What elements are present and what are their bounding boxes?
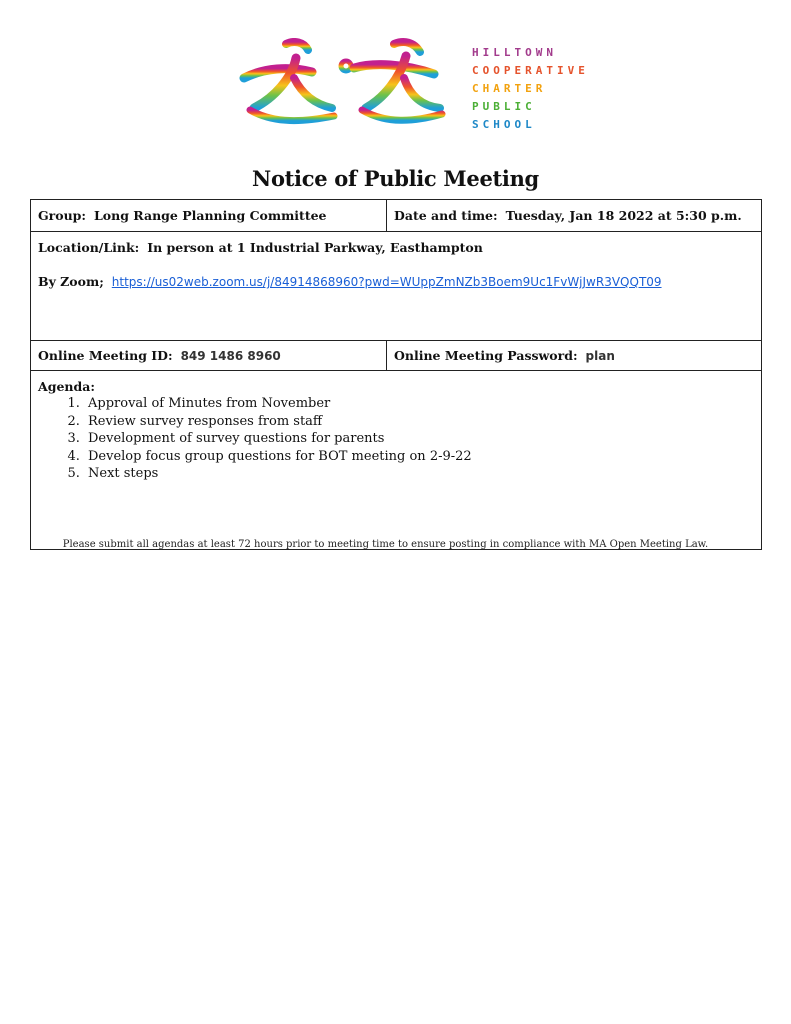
password-value: plan [585, 349, 615, 363]
password-cell [387, 341, 762, 371]
agenda-list [38, 395, 754, 483]
agenda-item: 1. Approval of Minutes from November [84, 395, 754, 413]
agenda-item: 4. Develop focus group questions for BOT meeting on 2-9-22 [84, 448, 754, 466]
footer-note: Please submit all agendas at least 72 hours prior to meeting time to ensure posting in compliance with MA Open Meeting Law. [62, 539, 709, 550]
school-logo [234, 38, 589, 131]
datetime-label: Date and time: [394, 208, 498, 223]
logo-wordmark [472, 44, 589, 134]
meeting-id-cell [31, 341, 387, 371]
location-line [38, 240, 754, 255]
logo-line-2: COOPERATIVE [472, 64, 589, 77]
meeting-notice-table [30, 199, 762, 550]
meeting-id-value: 849 1486 8960 [180, 349, 281, 363]
agenda-item: 2. Review survey responses from staff [84, 413, 754, 431]
agenda-item: 3. Development of survey questions for parents [84, 430, 754, 448]
meeting-id-label: Online Meeting ID: [38, 348, 173, 363]
datetime-value: Tuesday, Jan 18 2022 at 5:30 p.m. [505, 208, 742, 223]
logo-line-4: PUBLIC [472, 100, 536, 113]
location-label: Location/Link: [38, 240, 140, 255]
logo-figures-art [234, 38, 449, 130]
group-label: Group: [38, 208, 87, 223]
password-label: Online Meeting Password: [394, 348, 578, 363]
logo-line-5: SCHOOL [472, 118, 536, 131]
location-cell [31, 232, 762, 341]
group-value: Long Range Planning Committee [94, 208, 327, 223]
agenda-label: Agenda: [38, 379, 95, 394]
agenda-cell [31, 371, 762, 550]
datetime-cell [387, 200, 762, 232]
zoom-link[interactable]: https://us02web.zoom.us/j/84914868960?pwd=WUppZmNZb3Boem9Uc1FvWjJwR3VQQT09 [111, 275, 662, 289]
logo-line-3: CHARTER [472, 82, 547, 95]
zoom-line [38, 274, 754, 289]
location-value: In person at 1 Industrial Parkway, Easthampton [147, 240, 483, 255]
group-cell [31, 200, 387, 232]
logo-line-1: HILLTOWN [472, 46, 557, 59]
agenda-item: 5. Next steps [84, 465, 754, 483]
zoom-label: By Zoom; [38, 274, 104, 289]
page-title: Notice of Public Meeting [252, 166, 539, 191]
